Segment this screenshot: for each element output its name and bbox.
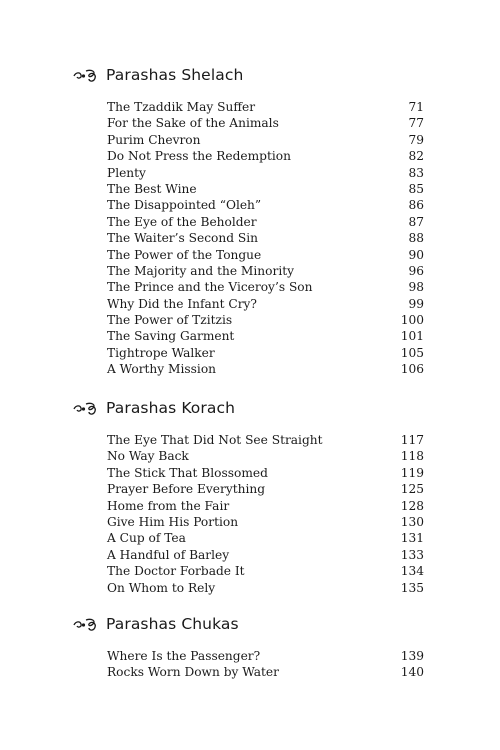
ornament-icon (72, 67, 100, 83)
entry-title: No Way Back (107, 449, 189, 464)
toc-entry (107, 296, 424, 312)
section-title: Parashas Korach (106, 399, 236, 417)
entry-title: Give Him His Portion (107, 514, 239, 529)
toc-entry (107, 361, 424, 377)
entry-title: Plenty (107, 165, 146, 180)
section-title: Parashas Shelach (106, 66, 244, 84)
toc-entry (107, 664, 424, 680)
toc-entry (107, 498, 424, 514)
toc-entry (107, 530, 424, 546)
entry-title: The Waiter’s Second Sin (107, 231, 258, 246)
entry-title: For the Sake of the Animals (107, 116, 279, 131)
entry-page-number: 135 (400, 580, 424, 595)
toc-entry (107, 328, 424, 344)
toc-entry (107, 181, 424, 197)
entry-title: Rocks Worn Down by Water (107, 665, 279, 680)
entry-page-number: 100 (400, 313, 424, 328)
toc-entry (107, 448, 424, 464)
toc-entry (107, 148, 424, 164)
toc-entry (107, 465, 424, 481)
entry-title: The Doctor Forbade It (107, 564, 245, 579)
toc-entry (107, 432, 424, 448)
entry-page-number: 140 (400, 665, 424, 680)
toc-entry (107, 230, 424, 246)
entry-page-number: 99 (408, 296, 424, 311)
entry-title: Prayer Before Everything (107, 482, 266, 497)
entry-title: The Disappointed “Oleh” (107, 198, 262, 213)
ornament-icon (72, 616, 100, 632)
toc-entry (107, 312, 424, 328)
section-header (72, 613, 239, 635)
toc-entry (107, 648, 424, 664)
entry-page-number: 90 (408, 247, 424, 262)
toc-entry (107, 99, 424, 115)
toc-entry (107, 115, 424, 131)
toc-entry (107, 580, 424, 596)
toc-entry (107, 165, 424, 181)
entry-title: The Stick That Blossomed (107, 465, 268, 480)
entry-page-number: 83 (408, 165, 424, 180)
entry-page-number: 106 (400, 362, 424, 377)
entry-title: Do Not Press the Redemption (107, 149, 291, 164)
entry-page-number: 96 (408, 263, 424, 278)
entry-page-number: 71 (408, 100, 424, 114)
entry-page-number: 130 (400, 514, 424, 529)
entry-title: Where Is the Passenger? (107, 649, 261, 663)
toc-entry (107, 132, 424, 148)
entry-title: Why Did the Infant Cry? (107, 296, 257, 311)
entry-title: The Saving Garment (107, 329, 235, 344)
entry-title: Home from the Fair (107, 498, 230, 513)
entry-list (107, 99, 424, 378)
toc-entry (107, 481, 424, 497)
entry-title: A Cup of Tea (107, 531, 186, 546)
entry-page-number: 139 (400, 649, 424, 663)
entry-title: The Power of the Tongue (107, 247, 262, 262)
toc-entry (107, 547, 424, 563)
ornament-icon (72, 400, 100, 416)
toc-entry (107, 514, 424, 530)
entry-title: The Tzaddik May Suffer (107, 100, 256, 114)
toc-entry (107, 197, 424, 213)
entry-page-number: 101 (400, 329, 424, 344)
entry-page-number: 117 (400, 433, 424, 447)
entry-title: The Power of Tzitzis (107, 313, 233, 328)
entry-page-number: 86 (408, 198, 424, 213)
entry-page-number: 128 (400, 498, 424, 513)
entry-title: The Majority and the Minority (107, 263, 295, 278)
entry-page-number: 131 (400, 531, 424, 546)
entry-title: A Handful of Barley (107, 547, 230, 562)
entry-title: The Eye of the Beholder (107, 214, 257, 229)
entry-page-number: 79 (408, 132, 424, 147)
entry-page-number: 119 (400, 465, 424, 480)
entry-page-number: 134 (400, 564, 424, 579)
entry-page-number: 98 (408, 280, 424, 295)
section-header (72, 64, 243, 86)
entry-page-number: 85 (408, 181, 424, 196)
entry-list (107, 432, 424, 596)
entry-title: The Best Wine (107, 181, 197, 196)
entry-page-number: 118 (400, 449, 424, 464)
toc-entry (107, 563, 424, 579)
entry-title: Purim Chevron (107, 132, 201, 147)
toc-entry (107, 214, 424, 230)
toc-entry (107, 263, 424, 279)
toc-entry (107, 345, 424, 361)
entry-page-number: 77 (408, 116, 424, 131)
entry-title: The Prince and the Viceroy’s Son (107, 280, 313, 295)
entry-title: The Eye That Did Not See Straight (107, 433, 323, 447)
toc-entry (107, 279, 424, 295)
entry-page-number: 105 (400, 345, 424, 360)
entry-page-number: 125 (400, 482, 424, 497)
entry-title: Tightrope Walker (107, 345, 215, 360)
section-title: Parashas Chukas (106, 615, 239, 633)
entry-page-number: 88 (408, 231, 424, 246)
entry-page-number: 133 (400, 547, 424, 562)
entry-page-number: 82 (408, 149, 424, 164)
toc-entry (107, 247, 424, 263)
entry-title: A Worthy Mission (107, 362, 217, 377)
entry-title: On Whom to Rely (107, 580, 216, 595)
entry-page-number: 87 (408, 214, 424, 229)
section-header (72, 397, 235, 419)
entry-list (107, 648, 424, 681)
